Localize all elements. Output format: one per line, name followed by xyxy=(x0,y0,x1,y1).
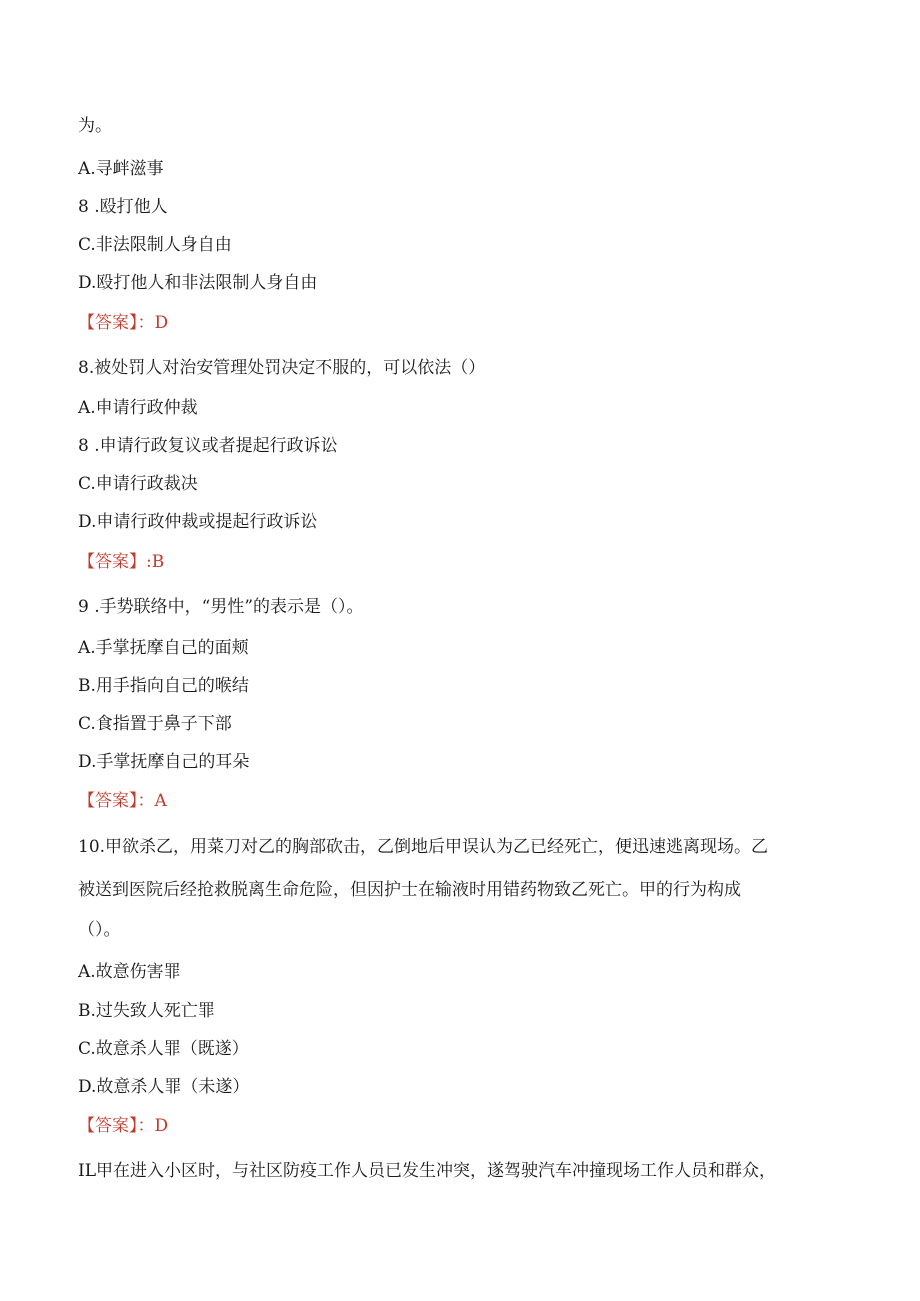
answer-separator: ： xyxy=(137,791,155,811)
answer-separator: ： xyxy=(137,313,155,333)
answer-line xyxy=(78,312,168,334)
answer-label: 【答案】 xyxy=(78,313,138,333)
text-line: 为。 xyxy=(78,116,112,136)
text-line: C.非法限制人身自由 xyxy=(78,235,232,255)
answer-value: D xyxy=(154,313,169,333)
answer-separator: ： xyxy=(137,1116,155,1136)
text-line: B.用手指向自己的喉结 xyxy=(78,676,249,696)
text-line: C.申请行政裁决 xyxy=(78,474,198,494)
text-line: B.过失致人死亡罪 xyxy=(78,1001,215,1021)
answer-line xyxy=(78,1115,168,1137)
text-line: D.殴打他人和非法限制人身自由 xyxy=(78,273,318,293)
text-line: 8 .殴打他人 xyxy=(78,197,168,217)
answer-label: 【答案】 xyxy=(78,552,146,572)
answer-line xyxy=(78,551,164,573)
text-line: D.手掌抚摩自己的耳朵 xyxy=(78,752,250,772)
text-line: D.故意杀人罪（未遂） xyxy=(78,1077,250,1097)
answer-line xyxy=(78,790,167,812)
text-line: 9 .手势联络中，“男性”的表示是（）。 xyxy=(78,597,364,617)
text-line: IL甲在进入小区时，与社区防疫工作人员已发生冲突，遂驾驶汽车冲撞现场工作人员和群众， xyxy=(78,1161,777,1181)
text-line: A.故意伤害罪 xyxy=(78,962,181,982)
text-line: A.手掌抚摩自己的面颊 xyxy=(78,638,249,658)
text-line: 8.被处罚人对治安管理处罚决定不服的，可以依法（） xyxy=(78,358,486,378)
text-line: 8 .申请行政复议或者提起行政诉讼 xyxy=(78,436,338,456)
text-line: A.申请行政仲裁 xyxy=(78,398,198,418)
text-line: （）。 xyxy=(78,920,121,940)
answer-value: A xyxy=(154,791,167,811)
text-line: 被送到医院后经抢救脱离生命危险，但因护士在输液时用错药物致乙死亡。甲的行为构成 xyxy=(78,880,741,900)
text-line: C.故意杀人罪（既遂） xyxy=(78,1039,249,1059)
text-line: D.申请行政仲裁或提起行政诉讼 xyxy=(78,512,318,532)
answer-value: B xyxy=(151,552,165,572)
answer-separator: : xyxy=(146,552,152,572)
text-line: A.寻衅滋事 xyxy=(78,159,164,179)
answer-value: D xyxy=(154,1116,169,1136)
answer-label: 【答案】 xyxy=(78,791,138,811)
text-line: 10.甲欲杀乙，用菜刀对乙的胸部砍击，乙倒地后甲误认为乙已经死亡，便迅速逃离现场。乙 xyxy=(78,837,769,857)
text-line: C.食指置于鼻子下部 xyxy=(78,714,232,734)
answer-label: 【答案】 xyxy=(78,1116,138,1136)
